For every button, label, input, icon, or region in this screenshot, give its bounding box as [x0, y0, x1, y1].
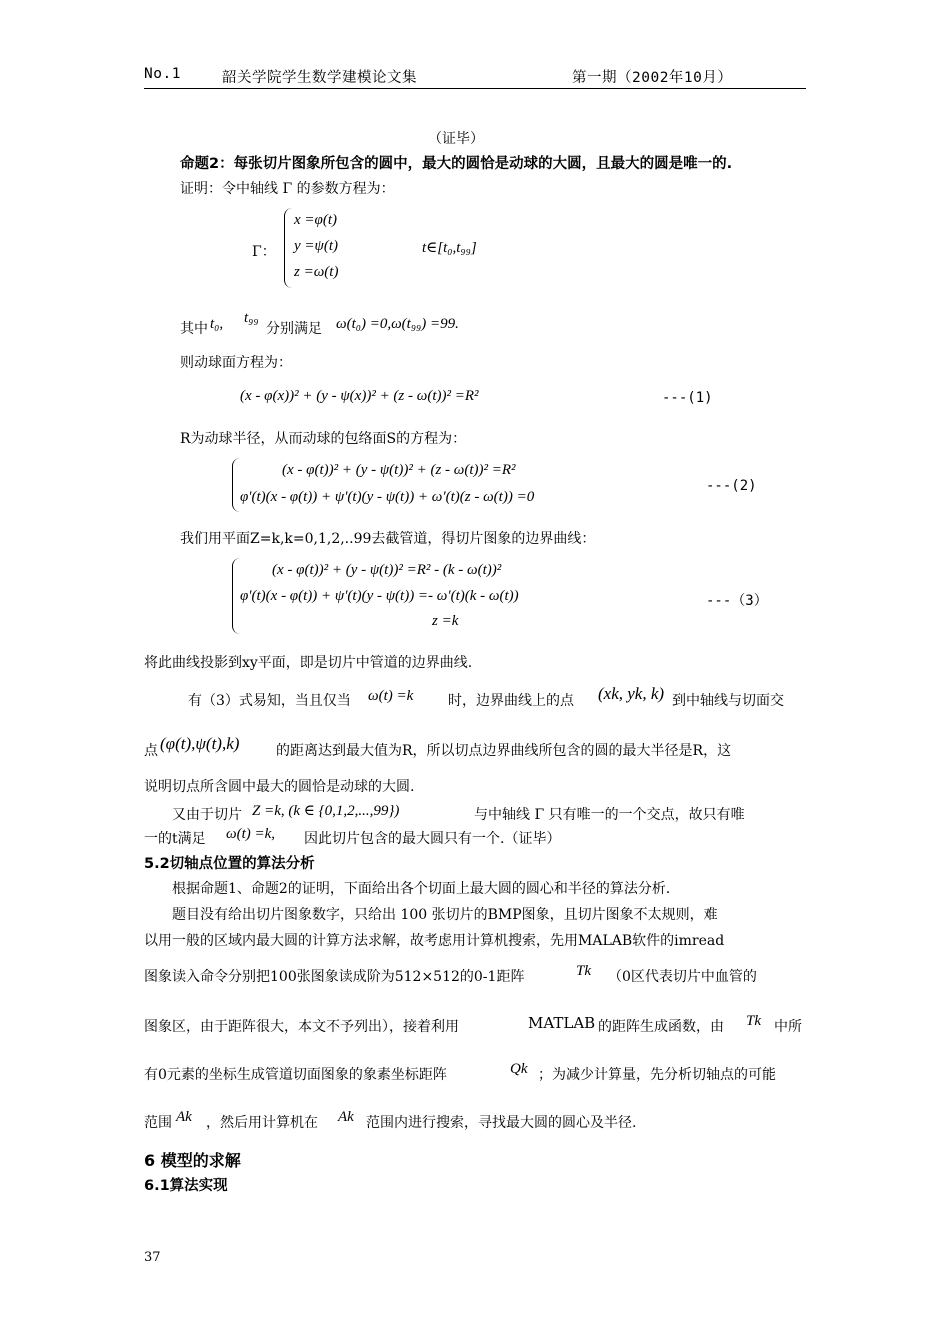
proposition-2: 命题2：每张切片图象所包含的圆中，最大的圆恰是动球的大圆，且最大的圆是唯一的.: [180, 156, 733, 172]
gamma-label: Γ：: [252, 244, 276, 260]
plane-intro: 我们用平面Z=k,k=0,1,2,..99去截管道，得切片图象的边界曲线：: [180, 531, 596, 547]
qed-mark: （证毕）: [428, 131, 484, 147]
matrix-Q: Qk: [510, 1061, 528, 1077]
section-6-1-heading: 6.1算法实现: [144, 1178, 228, 1194]
header-rule: [144, 88, 806, 89]
where-condition: ω(t₀) =0,ω(t₉₉) =99.: [336, 316, 459, 332]
section-text-6a: 有0元素的坐标生成管道切面图象的象素坐标距阵: [144, 1067, 447, 1083]
range-A-2: Ak: [338, 1109, 354, 1125]
equation-2-tag: ---(2): [706, 478, 757, 494]
section-text-2: 题目没有给出切片图象数字，只给出 100 张切片的BMP图象，且切片图象不太规则，难: [172, 907, 718, 923]
proof-intro: 证明：令中轴线 Γ 的参数方程为：: [180, 181, 395, 197]
journal-title: 韶关学院学生数学建模论文集: [222, 70, 417, 86]
eq-y: y =ψ(t): [294, 238, 339, 254]
issue-number: No.1: [144, 66, 181, 82]
section-text-3: 以用一般的区域内最大圆的计算方法求解，故考虑用计算机搜索，先用MALAB软件的imread: [144, 933, 725, 949]
section-5-2-heading: 5.2切轴点位置的算法分析: [144, 856, 315, 872]
section-text-4a: 图象读入命令分别把100张图象读成阶为512×512的0-1距阵: [144, 969, 525, 985]
issue-date: 第一期（2002年10月）: [572, 70, 733, 86]
paragraph-line-2b: 的距离达到最大值为R，所以切点边界曲线所包含的圆的最大半径是R，这: [276, 743, 732, 759]
section-text-7a: 范围: [144, 1115, 172, 1131]
equation-2b: φ'(t)(x - φ(t)) + ψ'(t)(y - ψ(t)) + ω'(t)(z - ω(t)) =0: [240, 489, 535, 505]
equation-1: (x - φ(x))² + (y - ψ(x))² + (z - ω(t))² =R²: [240, 388, 479, 404]
equation-1-tag: ---(1): [662, 390, 713, 406]
section-text-6b: ；为减少计算量，先分析切轴点的可能: [538, 1067, 776, 1083]
paragraph-point: (xk, yk, k): [598, 684, 665, 703]
where-prefix: 其中: [180, 321, 208, 337]
where-t0: t₀,: [210, 316, 224, 332]
paragraph-line-3: 说明切点所含圆中最大的圆恰是动球的大圆.: [144, 779, 415, 795]
where-mid: 分别满足: [266, 321, 322, 337]
paragraph-cond: ω(t) =k: [368, 688, 414, 704]
paragraph-line-2a: 点: [144, 743, 158, 759]
matlab-word: MATLAB: [528, 1014, 596, 1032]
where-t99: t₉₉: [244, 310, 259, 326]
section-text-7c: 范围内进行搜索，寻找最大圆的圆心及半径.: [366, 1115, 637, 1131]
equation-3-tag: ---（3）: [706, 593, 768, 609]
paragraph-line-4-math: Z =k, (k ∈ {0,1,2,...,99}): [252, 803, 400, 819]
section-text-4b: （0区代表切片中血管的: [608, 969, 757, 985]
projection-text: 将此曲线投影到xy平面，即是切片中管道的边界曲线.: [144, 655, 473, 671]
section-text-5a: 图象区，由于距阵很大，本文不予列出），接着利用: [144, 1019, 459, 1035]
paragraph-line-5b: 因此切片包含的最大圆只有一个.（证毕）: [304, 831, 561, 847]
matrix-T-2: Tk: [746, 1013, 761, 1029]
paragraph-line-1b: 时，边界曲线上的点: [448, 693, 574, 709]
envelope-intro: R为动球半径，从而动球的包络面S的方程为：: [180, 431, 467, 447]
paragraph-line-5-math: ω(t) =k,: [226, 826, 276, 842]
section-6-heading: 6 模型的求解: [144, 1151, 241, 1170]
section-text-5b: 的距阵生成函数，由: [598, 1019, 724, 1035]
section-text-1: 根据命题1、命题2的证明，下面给出各个切面上最大圆的圆心和半径的算法分析.: [172, 881, 671, 897]
paragraph-line-1a: 有（3）式易知，当且仅当: [188, 693, 351, 709]
section-text-5c: 中所: [774, 1019, 802, 1035]
t-range: t∈[t₀,t₉₉]: [422, 240, 477, 256]
paragraph-line-4a: 又由于切片: [172, 807, 242, 823]
equation-3c: z =k: [432, 613, 459, 629]
paragraph-point-2: (φ(t),ψ(t),k): [160, 734, 240, 753]
eq-z: z =ω(t): [294, 264, 339, 280]
paragraph-line-4b: 与中轴线 Γ 只有唯一的一个交点，故只有唯: [474, 807, 745, 823]
paragraph-line-5a: 一的t满足: [144, 831, 206, 847]
equation-3a: (x - φ(t))² + (y - ψ(t))² =R² - (k - ω(t))²: [272, 562, 502, 578]
section-text-7b: ，然后用计算机在: [206, 1115, 318, 1131]
paragraph-line-1c: 到中轴线与切面交: [672, 693, 784, 709]
range-A-1: Ak: [176, 1109, 192, 1125]
equation-3b: φ'(t)(x - φ(t)) + ψ'(t)(y - ψ(t)) =- ω'(t)(k - ω(t)): [240, 588, 519, 604]
brace-gamma: [284, 208, 293, 288]
eq-x: x =φ(t): [294, 212, 337, 228]
matrix-T-1: Tk: [576, 963, 591, 979]
page-number: 37: [144, 1250, 161, 1265]
equation-2a: (x - φ(t))² + (y - ψ(t))² + (z - ω(t))² =R²: [282, 462, 516, 478]
sphere-intro: 则动球面方程为：: [180, 355, 292, 371]
